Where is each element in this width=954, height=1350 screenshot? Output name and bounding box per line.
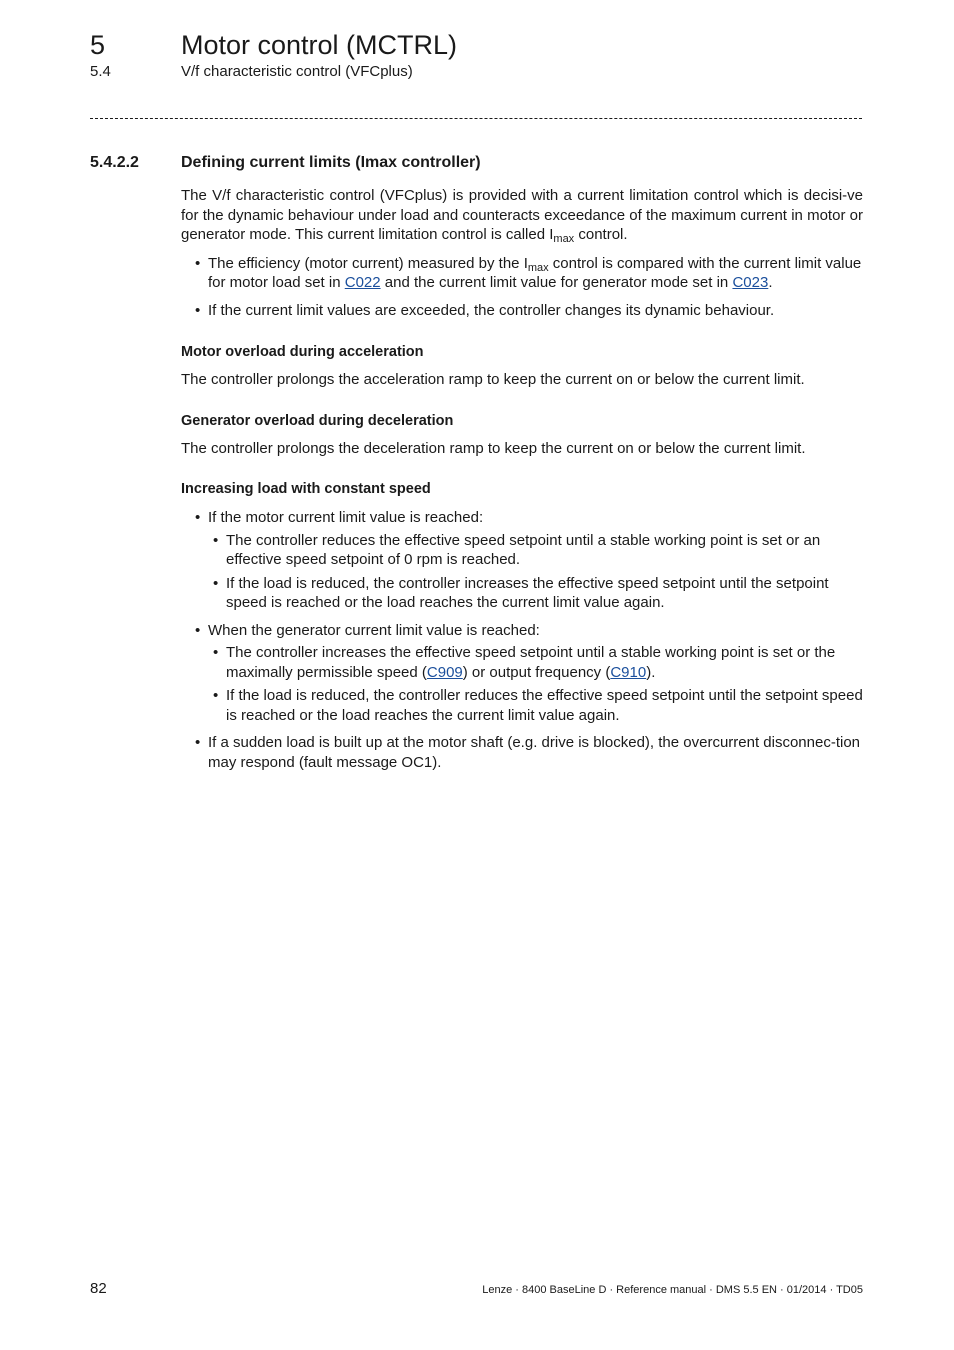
footer-doc-info: Lenze · 8400 BaseLine D · Reference manual · DMS 5.5 EN · 01/2014 · TD05 <box>482 1284 863 1296</box>
chapter-title: Motor control (MCTRL) <box>181 30 458 60</box>
constant-speed-list <box>181 508 863 772</box>
header-divider <box>90 118 862 119</box>
generator-overload-heading: Generator overload during deceleration <box>181 412 454 429</box>
section-title: V/f characteristic control (VFCplus) <box>181 63 413 80</box>
sub-list-item: • The controller reduces the effective speed setpoint until a stable working point is set or an effective speed setpoint of 0 rpm is reached. <box>208 531 863 570</box>
sub-list-item <box>208 643 863 682</box>
bullet-text: and the current limit value for generator mode set in <box>380 274 733 291</box>
intro-text: The V/f characteristic control (VFCplus) is provided with a current limitation control which is decisi-ve for the dynamic behaviour under load and counteracts exceedance of the maximum current in motor or generator mode. This current limitation control is called I <box>181 187 863 243</box>
main-content <box>181 186 863 772</box>
generator-overload-text: The controller prolongs the deceleration ramp to keep the current on or below the current limit. <box>181 439 806 457</box>
intro-text-end: control. <box>574 226 628 243</box>
sub-list-item: • If the load is reduced, the controller reduces the effective speed setpoint until the setpoint speed is reached or the load reaches the current limit value again. <box>208 686 863 725</box>
list-item: • If a sudden load is built up at the motor shaft (e.g. drive is blocked), the overcurrent disconnec-tion may respond (fault message OC1). <box>181 733 863 772</box>
list-item <box>181 254 863 293</box>
sub-list <box>208 643 863 725</box>
section-number: 5.4 <box>90 63 111 80</box>
sub-list-item: • If the load is reduced, the controller increases the effective speed setpoint until the setpoint speed is reached or the load reaches the current limit value again. <box>208 574 863 613</box>
sub-text: ). <box>646 663 656 681</box>
bullet-text: . <box>768 274 773 291</box>
chapter-number: 5 <box>90 30 106 60</box>
bullet-text: control is compared with the current limit value for motor load set in <box>208 254 862 291</box>
link-c023[interactable]: C023 <box>732 274 769 291</box>
link-c022[interactable]: C022 <box>344 274 381 291</box>
sub-list <box>208 531 863 613</box>
sub-text: ) or output frequency ( <box>462 663 611 681</box>
top-bullet-list <box>181 254 863 321</box>
link-c910[interactable]: C910 <box>610 663 647 681</box>
bullet-text: The efficiency (motor current) measured by the I <box>208 254 528 272</box>
bullet-text: If the motor current limit value is reached: <box>208 509 484 526</box>
sub-text: The controller increases the effective speed setpoint until a stable working point is set or the maximally permissible speed ( <box>226 644 836 681</box>
motor-overload-heading: Motor overload during acceleration <box>181 344 424 360</box>
intro-subscript: max <box>553 233 575 245</box>
list-item <box>181 508 863 613</box>
motor-overload-text: The controller prolongs the acceleration ramp to keep the current on or below the current limit. <box>181 371 805 388</box>
list-item <box>181 621 863 726</box>
heading-number: 5.4.2.2 <box>90 154 139 171</box>
intro-paragraph <box>181 186 863 245</box>
link-c909[interactable]: C909 <box>426 663 463 681</box>
bullet-text: When the generator current limit value is reached: <box>208 621 540 639</box>
heading-title: Defining current limits (Imax controller) <box>181 154 481 171</box>
page-number: 82 <box>90 1280 107 1297</box>
bullet-subscript: max <box>527 261 549 274</box>
list-item: • If the current limit values are exceeded, the controller changes its dynamic behaviour. <box>181 301 863 321</box>
constant-speed-heading: Increasing load with constant speed <box>181 481 431 497</box>
